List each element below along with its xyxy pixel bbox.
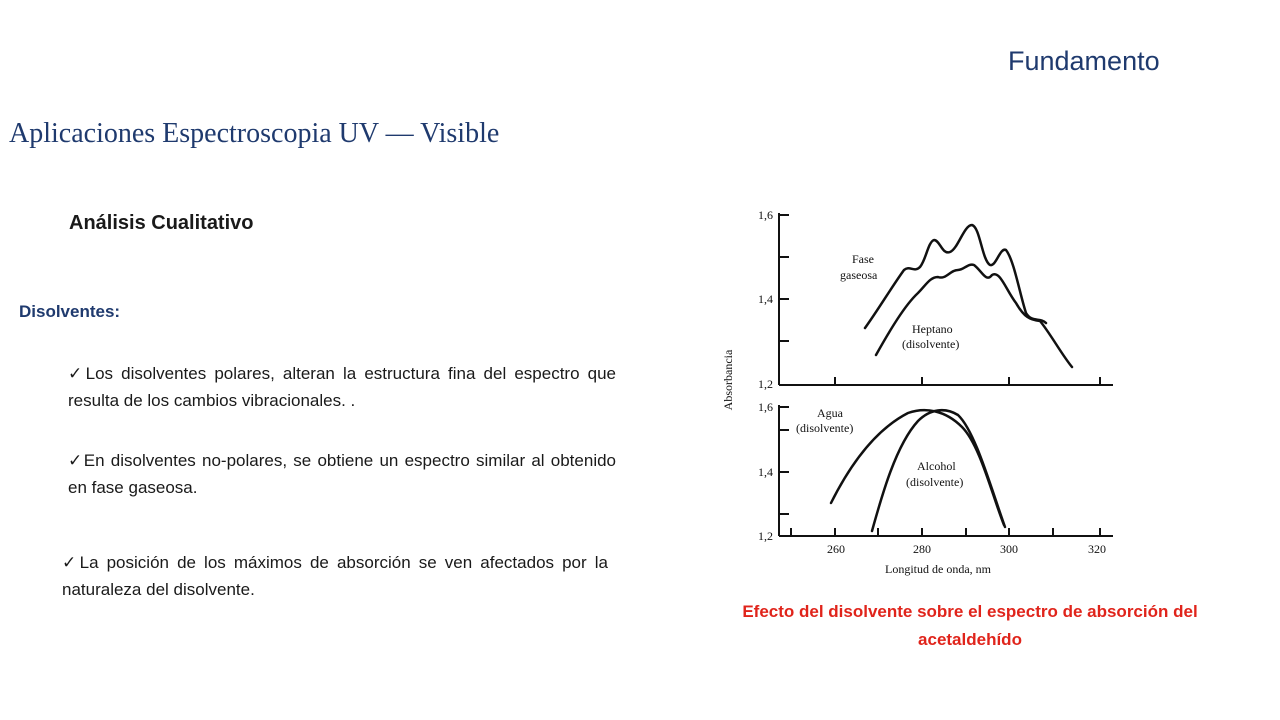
- checkmark-icon: ✓: [68, 451, 84, 470]
- y-tick-label: 1,4: [758, 465, 773, 479]
- gas-phase-curve: [865, 225, 1046, 328]
- water-label: (disolvente): [796, 421, 854, 435]
- checkmark-icon: ✓: [68, 364, 86, 383]
- corner-title: Fundamento: [1008, 46, 1160, 76]
- y-tick-label: 1,2: [758, 377, 773, 391]
- x-tick-label: 320: [1088, 542, 1106, 556]
- heptane-curve: [876, 265, 1072, 367]
- gas-phase-label: Fase: [852, 252, 874, 266]
- water-label: Agua: [817, 406, 843, 420]
- alcohol-label: (disolvente): [906, 475, 964, 489]
- heptane-label: Heptano: [912, 322, 953, 336]
- heptane-label: (disolvente): [902, 337, 960, 351]
- figure-caption: Efecto del disolvente sobre el espectro de absorción del acetaldehído: [742, 602, 1198, 649]
- bullet-text: En disolventes no-polares, se obtiene un espectro similar al obtenido en fase gaseosa.: [68, 451, 617, 497]
- x-tick-label: 260: [827, 542, 845, 556]
- y-tick-label: 1,4: [758, 292, 773, 306]
- page-title: Aplicaciones Espectroscopia UV — Visible: [9, 118, 500, 149]
- bullet-absorption-maxima: [62, 549, 608, 603]
- y-tick-label: 1,6: [758, 208, 773, 222]
- bullet-text: Los disolventes polares, alteran la estructura fina del espectro que resulta de los cambios vibracionales. .: [68, 364, 617, 410]
- x-tick-label: 280: [913, 542, 931, 556]
- x-tick-label: 300: [1000, 542, 1018, 556]
- y-tick-label: 1,6: [758, 400, 773, 414]
- absorption-spectrum-figure: [700, 195, 1130, 585]
- solvents-label: Disolventes:: [19, 302, 121, 321]
- bullet-nonpolar-solvents: [68, 447, 616, 501]
- y-axis-label: Absorbancia: [721, 349, 735, 411]
- bullet-polar-solvents: [68, 360, 616, 414]
- section-subtitle: Análisis Cualitativo: [69, 212, 254, 234]
- alcohol-label: Alcohol: [917, 459, 956, 473]
- x-axis-label: Longitud de onda, nm: [885, 562, 991, 576]
- y-tick-label: 1,2: [758, 529, 773, 543]
- gas-phase-label: gaseosa: [840, 268, 878, 282]
- checkmark-icon: ✓: [62, 553, 80, 572]
- bullet-text: La posición de los máximos de absorción se ven afectados por la naturaleza del disolvente.: [62, 553, 608, 599]
